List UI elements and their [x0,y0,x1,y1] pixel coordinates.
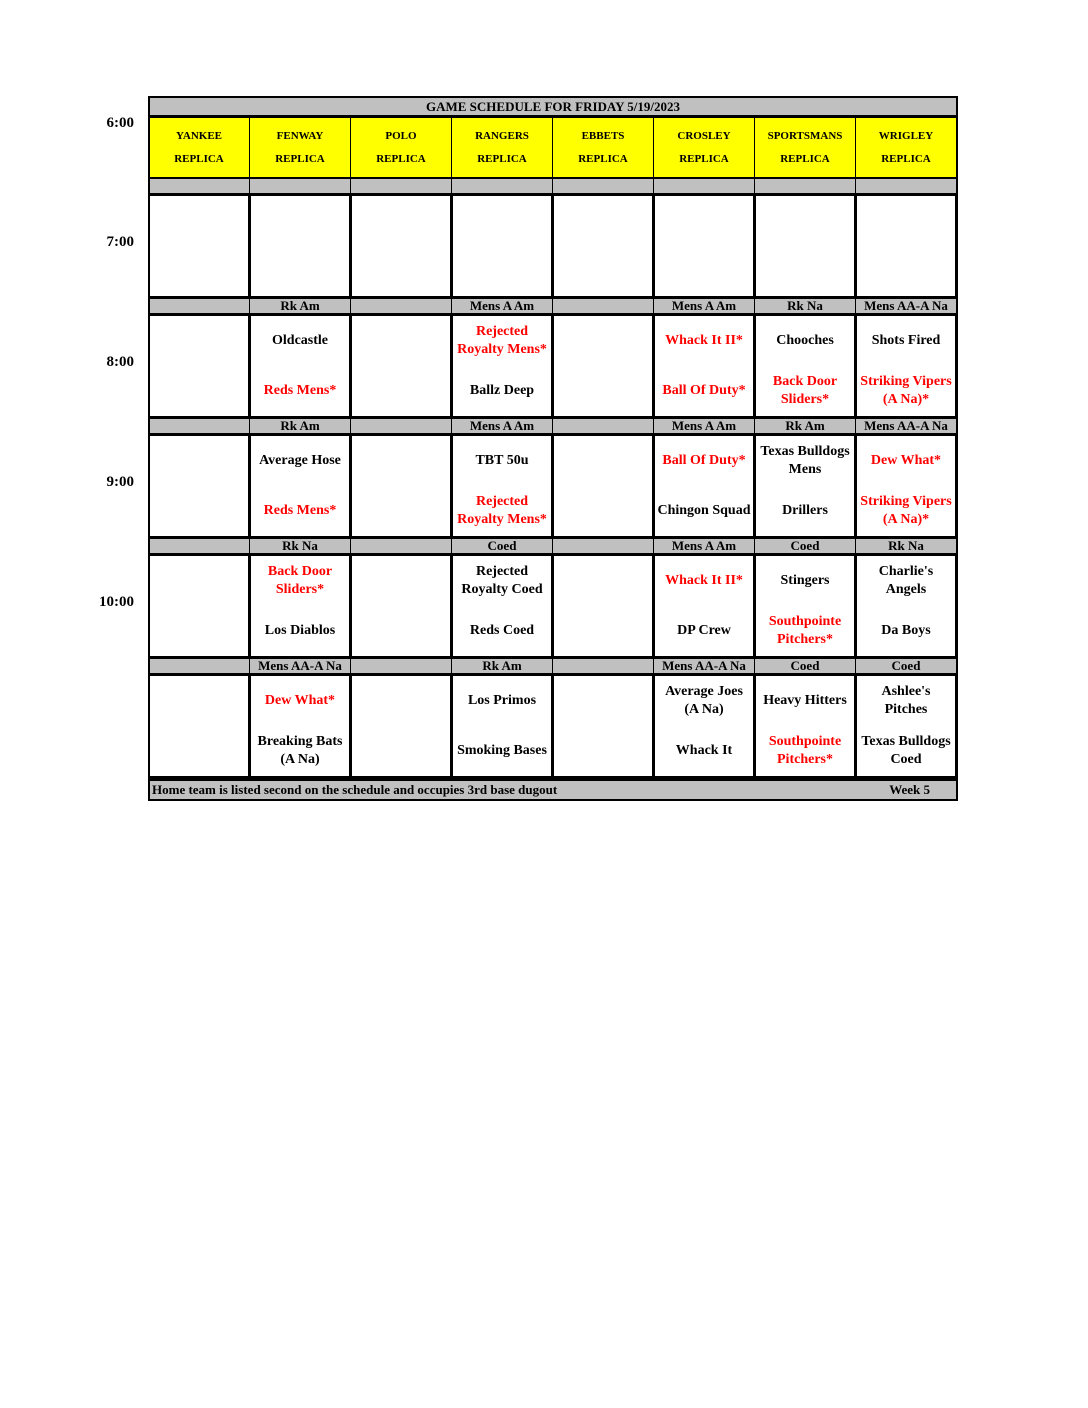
empty-game-cell [350,434,452,538]
division-label: Mens A Am [451,418,553,434]
division-label [350,418,452,434]
time-label: 6:00 [106,115,134,131]
division-label: Rk Am [249,298,351,314]
time-label: 8:00 [106,354,134,370]
division-label [148,538,250,554]
division-label [754,178,856,194]
game-schedule-table [99,96,958,801]
away-team: Ashlee's Pitches [881,684,931,717]
empty-game-cell [653,194,755,298]
division-label: Mens A Am [653,418,755,434]
away-team: Texas Bulldogs Mens [760,444,850,477]
time-label: 7:00 [106,234,134,250]
week-label: Week 5 [889,782,930,797]
division-label [350,298,452,314]
division-label: Coed [754,538,856,554]
home-team: Striking Vipers (A Na)* [860,374,952,407]
field-name: WRIGLEY [878,129,934,142]
away-team: Rejected Royalty Coed [461,564,543,597]
field-header-fenway [249,117,351,178]
empty-game-cell [148,314,250,418]
field-header-rangers [451,117,553,178]
game-cell [451,314,553,418]
field-sub: REPLICA [679,153,729,166]
home-team: Southpointe Pitchers* [768,614,842,647]
home-team: Smoking Bases [457,743,547,758]
division-label [350,178,452,194]
home-team: Breaking Bats (A Na) [257,734,343,767]
empty-game-cell [148,674,250,778]
game-cell [249,554,351,658]
game-cell [855,434,957,538]
division-label: Rk Na [754,298,856,314]
home-team: Reds Mens* [263,503,337,518]
division-label [552,298,654,314]
game-cell [754,434,856,538]
game-cell [653,314,755,418]
game-cell [653,554,755,658]
division-label: Mens A Am [653,538,755,554]
division-label [148,178,250,194]
division-label: Rk Na [249,538,351,554]
home-team: Texas Bulldogs Coed [861,734,951,767]
field-name: CROSLEY [677,129,731,142]
division-label: Rk Am [754,418,856,434]
away-team: Whack It II* [665,333,743,348]
division-label: Rk Na [855,538,957,554]
game-cell [754,554,856,658]
division-label [552,418,654,434]
field-name: SPORTSMANS [767,129,843,142]
division-label: Mens A Am [451,298,553,314]
away-team: Average Hose [259,453,341,468]
division-label: Mens AA-A Na [653,658,755,674]
game-cell [249,674,351,778]
home-team: Reds Coed [469,623,535,638]
schedule-footer [148,779,958,801]
away-team: Dew What* [264,693,336,708]
away-team: Oldcastle [272,333,328,348]
game-cell [249,434,351,538]
field-name: FENWAY [276,129,324,142]
division-label: Rk Am [451,658,553,674]
empty-game-cell [350,674,452,778]
empty-game-cell [350,314,452,418]
division-label [552,178,654,194]
division-label: Rk Am [249,418,351,434]
game-cell [653,674,755,778]
field-sub: REPLICA [780,153,830,166]
home-team: Whack It [675,743,733,758]
division-label [552,538,654,554]
field-header-polo [350,117,452,178]
empty-game-cell [552,554,654,658]
division-label [350,658,452,674]
empty-game-cell [552,314,654,418]
away-team: Chooches [776,333,834,348]
away-team: Shots Fired [871,333,941,348]
away-team: Heavy Hitters [763,693,847,708]
game-cell [451,554,553,658]
away-team: Dew What* [870,453,942,468]
home-team: Ballz Deep [469,383,535,398]
division-label: Coed [754,658,856,674]
division-label: Mens A Am [653,298,755,314]
field-name: POLO [385,129,417,142]
game-cell [754,314,856,418]
away-team: Los Primos [467,693,537,708]
away-team: Stingers [780,573,830,588]
home-team: Reds Mens* [263,383,337,398]
home-team: Southpointe Pitchers* [768,734,842,767]
field-header-wrigley [855,117,957,178]
home-team: Rejected Royalty Mens* [457,494,547,527]
division-label [148,658,250,674]
field-sub: REPLICA [477,153,527,166]
empty-game-cell [754,194,856,298]
empty-game-cell [552,674,654,778]
empty-game-cell [148,194,250,298]
time-label: 10:00 [99,594,134,610]
home-team: DP Crew [677,623,731,638]
away-team: Average Joes (A Na) [665,684,743,717]
field-name: YANKEE [175,129,223,142]
division-label [350,538,452,554]
home-team: Striking Vipers (A Na)* [860,494,952,527]
game-cell [855,554,957,658]
time-label: 9:00 [106,474,134,490]
division-label [148,418,250,434]
division-label: Coed [855,658,957,674]
away-team: Ball Of Duty* [662,453,746,468]
game-cell [754,674,856,778]
empty-game-cell [148,434,250,538]
empty-game-cell [552,434,654,538]
empty-game-cell [249,194,351,298]
field-sub: REPLICA [578,153,628,166]
away-team: Back Door Sliders* [267,564,333,597]
game-cell [249,314,351,418]
division-label [653,178,755,194]
division-label: Coed [451,538,553,554]
empty-game-cell [552,194,654,298]
division-label: Mens AA-A Na [249,658,351,674]
field-header-yankee [148,117,250,178]
game-cell [653,434,755,538]
away-team: Charlie's Angels [878,564,934,597]
empty-game-cell [350,194,452,298]
home-team: Ball Of Duty* [662,383,746,398]
field-sub: REPLICA [376,153,426,166]
home-team: Los Diablos [264,623,336,638]
division-label: Mens AA-A Na [855,298,957,314]
field-sub: REPLICA [174,153,224,166]
field-sub: REPLICA [881,153,931,166]
empty-game-cell [350,554,452,658]
field-name: EBBETS [581,129,625,142]
division-label [855,178,957,194]
empty-game-cell [451,194,553,298]
field-header-crosley [653,117,755,178]
division-label [148,298,250,314]
schedule-title: GAME SCHEDULE FOR FRIDAY 5/19/2023 [148,96,958,117]
field-sub: REPLICA [275,153,325,166]
away-team: Whack It II* [665,573,743,588]
home-team: Back Door Sliders* [772,374,838,407]
home-team: Da Boys [881,623,931,638]
field-header-ebbets [552,117,654,178]
division-label [451,178,553,194]
away-team: Rejected Royalty Mens* [457,324,547,357]
division-label [249,178,351,194]
home-team-note: Home team is listed second on the schedule and occupies 3rd base dugout [152,782,558,797]
home-team: Chingon Squad [657,503,751,518]
game-cell [855,314,957,418]
game-cell [451,434,553,538]
home-team: Drillers [782,503,828,518]
empty-game-cell [148,554,250,658]
away-team: TBT 50u [475,453,529,468]
field-name: RANGERS [475,129,529,142]
game-cell [855,674,957,778]
field-header-sportsmans [754,117,856,178]
division-label [552,658,654,674]
empty-game-cell [855,194,957,298]
game-cell [451,674,553,778]
division-label: Mens AA-A Na [855,418,957,434]
